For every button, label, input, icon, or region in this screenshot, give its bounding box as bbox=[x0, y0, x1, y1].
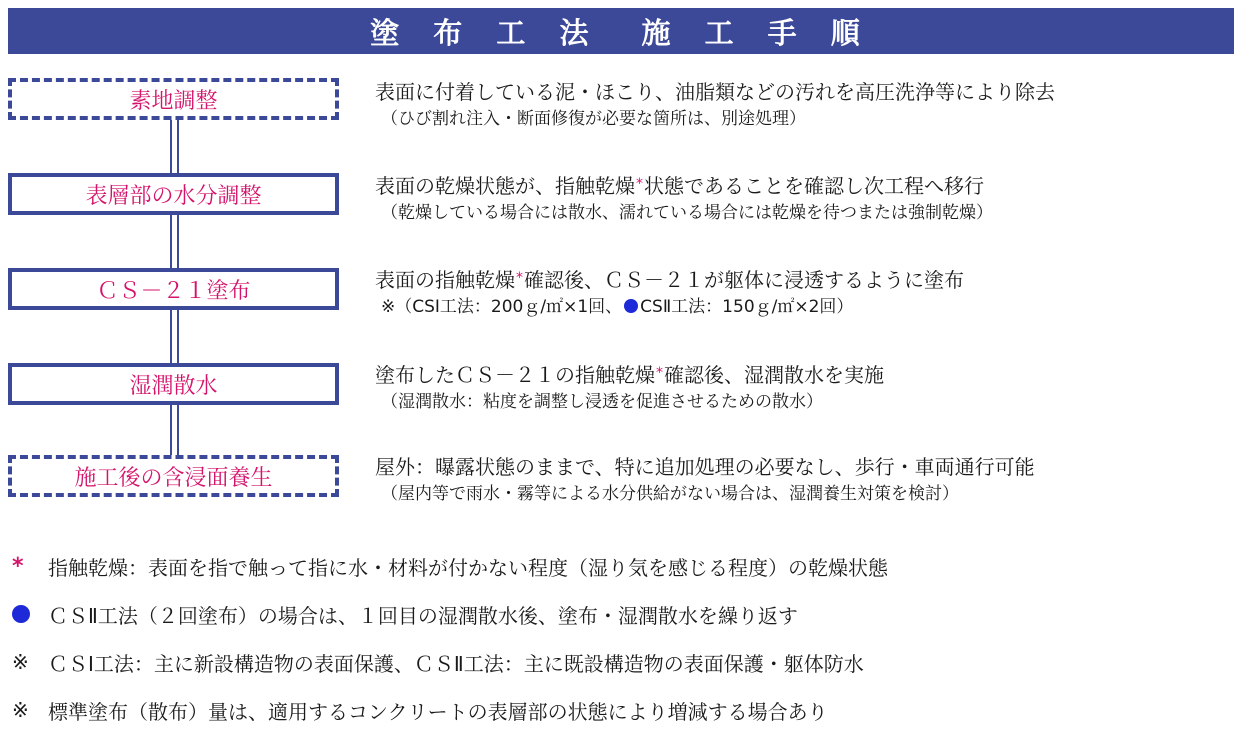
reference-mark-icon: ※ bbox=[12, 650, 29, 674]
blue-dot-icon bbox=[624, 299, 638, 313]
blue-dot-icon bbox=[12, 605, 30, 623]
step-desc-main: 表面の指触乾燥*確認後、ＣＳ－２１が躯体に浸透するように塗布 bbox=[375, 268, 964, 292]
note-text: ＣＳⅠ工法：主に新設構造物の表面保護、ＣＳⅡ工法：主に既設構造物の表面保護・躯体防水 bbox=[48, 651, 864, 676]
step-desc-sub: （屋内等で雨水・霧等による水分供給がない場合は、湿潤養生対策を検討） bbox=[381, 484, 959, 504]
step-label: 施工後の含浸面養生 bbox=[74, 465, 273, 491]
step-label: 湿潤散水 bbox=[129, 373, 218, 399]
connector-line bbox=[170, 405, 179, 455]
step-label: ＣＳ－２１塗布 bbox=[96, 278, 251, 304]
note-text: 指触乾燥：表面を指で触って指に水・材料が付かない程度（湿り気を感じる程度）の乾燥状態 bbox=[48, 555, 888, 580]
note-text: 標準塗布（散布）量は、適用するコンクリートの表層部の状態により増減する場合あり bbox=[48, 699, 828, 724]
step-desc-5 bbox=[375, 453, 1225, 507]
step-desc-sub: ※（CSⅠ工法：200ｇ/㎡×1回、 CSⅡ工法：150ｇ/㎡×2回） bbox=[381, 297, 854, 317]
asterisk-icon: * bbox=[12, 553, 24, 579]
note-item bbox=[12, 590, 1227, 638]
asterisk-mark: * bbox=[636, 176, 643, 192]
connector-line bbox=[170, 118, 179, 173]
note-item bbox=[12, 638, 1227, 686]
note-text: ＣＳⅡ工法（２回塗布）の場合は、１回目の湿潤散水後、塗布・湿潤散水を繰り返す bbox=[48, 603, 798, 628]
asterisk-mark: * bbox=[516, 270, 523, 286]
step-desc-main: 表面に付着している泥・ほこり、油脂類などの汚れを高圧洗浄等により除去 bbox=[375, 80, 1055, 104]
step-desc-sub: （ひび割れ注入・断面修復が必要な箇所は、別途処理） bbox=[381, 109, 806, 129]
reference-mark-icon: ※ bbox=[12, 698, 29, 722]
step-desc-main: 屋外：曝露状態のままで、特に追加処理の必要なし、歩行・車両通行可能 bbox=[375, 455, 1035, 479]
step-box-surface-prep bbox=[8, 78, 339, 120]
step-box-curing bbox=[8, 455, 339, 497]
step-box-moisture-adjust bbox=[8, 173, 339, 215]
flow-chart bbox=[0, 0, 360, 520]
step-box-cs21-coating bbox=[8, 268, 339, 310]
connector-line bbox=[170, 310, 179, 363]
step-desc-sub: （乾燥している場合には散水、濡れている場合には乾燥を待つまたは強制乾燥） bbox=[381, 203, 993, 223]
step-desc-1 bbox=[375, 78, 1225, 132]
step-desc-main: 塗布したＣＳ－２１の指触乾燥*確認後、湿潤散水を実施 bbox=[375, 363, 884, 387]
asterisk-mark: * bbox=[656, 365, 663, 381]
step-label: 素地調整 bbox=[129, 88, 218, 114]
step-label: 表層部の水分調整 bbox=[85, 183, 262, 209]
step-desc-sub: （湿潤散水：粘度を調整し浸透を促進させるための散水） bbox=[381, 392, 823, 412]
note-item bbox=[12, 542, 1227, 590]
note-item bbox=[12, 686, 1227, 734]
page-title: 塗 布 工 法 施 工 手 順 bbox=[370, 15, 872, 50]
step-desc-2 bbox=[375, 172, 1225, 226]
step-desc-4 bbox=[375, 361, 1225, 415]
step-desc-main: 表面の乾燥状態が、指触乾燥*状態であることを確認し次工程へ移行 bbox=[375, 174, 984, 198]
notes-section bbox=[12, 542, 1227, 734]
connector-line bbox=[170, 215, 179, 268]
step-desc-3 bbox=[375, 266, 1225, 320]
step-box-wet-spray bbox=[8, 363, 339, 405]
